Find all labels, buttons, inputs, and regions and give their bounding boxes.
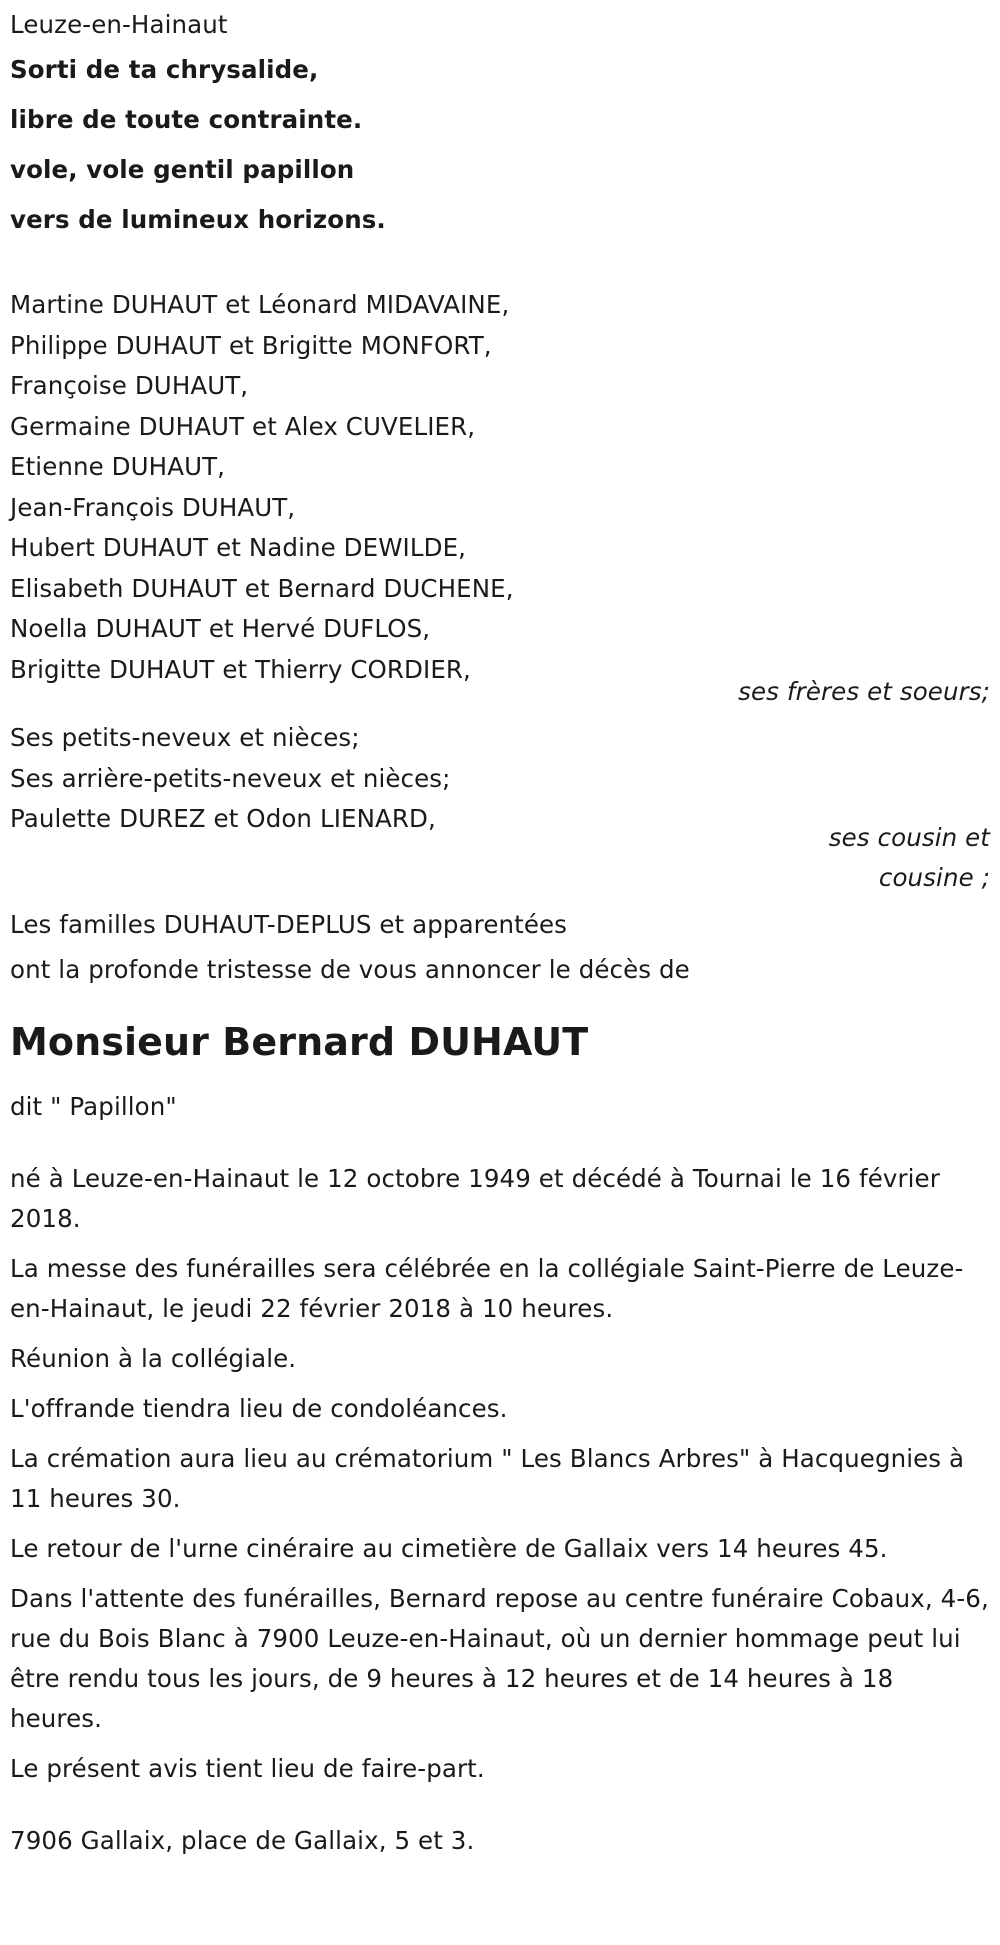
sibling-entry: Brigitte DUHAUT et Thierry CORDIER, [10, 654, 471, 684]
detail-paragraph: La messe des funérailles sera célébrée en la collégiale Saint-Pierre de Leuze-en-Hainaut, le jeudi 22 février 2018 à 10 heures. [10, 1254, 964, 1323]
location-header: Leuze-en-Hainaut [10, 10, 228, 39]
sibling-entry: Hubert DUHAUT et Nadine DEWILDE, [10, 533, 467, 562]
sibling-entry: Françoise DUHAUT, [10, 371, 249, 400]
detail-paragraph: Le retour de l'urne cinéraire au cimetière de Gallaix vers 14 heures 45. [10, 1534, 888, 1563]
spacer [10, 1127, 990, 1159]
detail-paragraph: La crémation aura lieu au crématorium " Les Blancs Arbres" à Hacquegnies à 11 heures 30. [10, 1444, 965, 1513]
siblings-role: ses frères et soeurs; [738, 677, 990, 706]
sibling-entry: Martine DUHAUT et Léonard MIDAVAINE, [10, 290, 510, 319]
poem-line: libre de toute contrainte. [10, 105, 363, 134]
poem-line: vole, vole gentil papillon [10, 155, 355, 184]
detail-paragraph: Réunion à la collégiale. [10, 1344, 297, 1373]
spacer [10, 245, 990, 285]
funeral-details [10, 1159, 990, 1789]
sibling-entry: Noella DUHAUT et Hervé DUFLOS, [10, 614, 431, 643]
sibling-entry: Etienne DUHAUT, [10, 452, 226, 481]
sibling-entry: Philippe DUHAUT et Brigitte MONFORT, [10, 330, 492, 360]
detail-paragraph: Le présent avis tient lieu de faire-part. [10, 1754, 485, 1783]
detail-paragraph: Dans l'attente des funérailles, Bernard repose au centre funéraire Cobaux, 4-6, rue du Bois Blanc à 7900 Leuze-en-Hainaut, où un dernier hommage peut lui être rendu tous les jours, de 9 heures à 12 heures et de 14 heures à 18 heures. [10, 1584, 989, 1733]
relative-entry: Paulette DUREZ et Odon LIENARD, [10, 804, 436, 833]
deceased-name: Monsieur Bernard DUHAUT [10, 1019, 589, 1064]
detail-paragraph: né à Leuze-en-Hainaut le 12 octobre 1949 et décédé à Tournai le 16 février 2018. [10, 1164, 940, 1233]
spacer [10, 1799, 990, 1821]
obituary-notice [0, 5, 1000, 1945]
poem-line: vers de lumineux horizons. [10, 205, 386, 234]
nickname-line: dit " Papillon" [10, 1091, 177, 1121]
sibling-entry: Elisabeth DUHAUT et Bernard DUCHENE, [10, 573, 514, 603]
cousins-role-line: ses cousin et [828, 822, 990, 852]
address-line: 7906 Gallaix, place de Gallaix, 5 et 3. [10, 1826, 475, 1855]
relative-entry: Ses petits-neveux et nièces; [10, 723, 360, 752]
detail-paragraph: L'offrande tiendra lieu de condoléances. [10, 1394, 508, 1423]
poem [10, 45, 990, 245]
cousins-role-line: cousine ; [878, 863, 990, 892]
relative-entry: Ses arrière-petits-neveux et nièces; [10, 763, 451, 793]
poem-line: Sorti de ta chrysalide, [10, 55, 319, 84]
sibling-entry: Germaine DUHAUT et Alex CUVELIER, [10, 411, 476, 441]
announcement-line: ont la profonde tristesse de vous annoncer le décès de [10, 955, 690, 984]
sibling-entry: Jean-François DUHAUT, [10, 492, 296, 522]
families-line: Les familles DUHAUT-DEPLUS et apparentées [10, 909, 568, 939]
siblings-list [10, 285, 990, 690]
